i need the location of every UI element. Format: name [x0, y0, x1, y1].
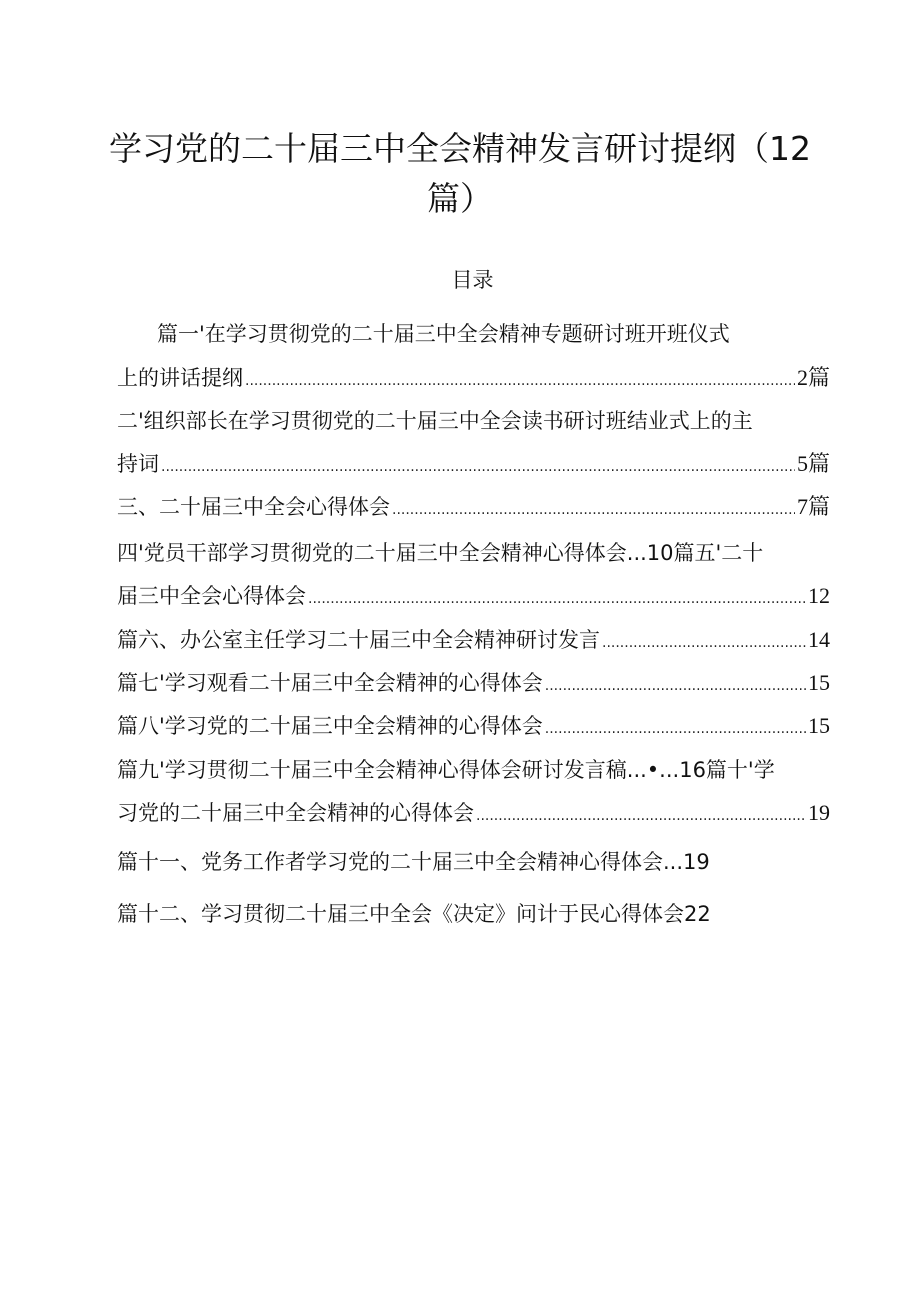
- toc-entry-text: 篇六、办公室主任学习二十届三中全会精神研讨发言: [117, 628, 600, 652]
- toc-line[interactable]: [117, 448, 830, 480]
- toc-line[interactable]: 篇十二、学习贯彻二十届三中全会《决定》问计于民心得体会22: [117, 902, 711, 926]
- toc-leader-dots: [245, 365, 795, 394]
- toc-line[interactable]: [117, 580, 830, 612]
- toc-entry-text: 届三中全会心得体会: [117, 584, 306, 608]
- toc-leader-dots: [476, 800, 806, 829]
- toc-line[interactable]: 篇一'在学习贯彻党的二十届三中全会精神专题研讨班开班仪式: [157, 322, 730, 346]
- toc-line[interactable]: [117, 362, 830, 394]
- document-title: [0, 124, 920, 224]
- toc-line[interactable]: [117, 710, 830, 742]
- title-line-2: 篇）: [427, 179, 493, 218]
- toc-entry-text: 篇七'学习观看二十届三中全会精神的心得体会: [117, 671, 543, 695]
- toc-line[interactable]: [117, 491, 830, 523]
- toc-heading: 目录: [451, 268, 494, 292]
- toc-line[interactable]: [117, 797, 830, 829]
- toc-line[interactable]: 篇九'学习贯彻二十届三中全会精神心得体会研讨发言稿...•...16篇十'学: [117, 758, 775, 782]
- toc-leader-dots: [602, 627, 806, 656]
- toc-page-number: 7篇: [796, 494, 830, 519]
- toc-page-number: 15: [808, 713, 830, 738]
- toc-line[interactable]: 篇十一、党务工作者学习党的二十届三中全会精神心得体会...19: [117, 850, 710, 874]
- toc-leader-dots: [308, 583, 806, 612]
- toc-page-number: 5篇: [796, 451, 830, 476]
- title-line-1: 学习党的二十届三中全会精神发言研讨提纲（12: [109, 129, 811, 168]
- toc-leader-dots: [161, 451, 795, 480]
- toc-line[interactable]: [117, 667, 830, 699]
- toc-leader-dots: [545, 670, 806, 699]
- toc-page-number: 12: [808, 583, 830, 608]
- toc-entry-text: 篇八'学习党的二十届三中全会精神的心得体会: [117, 714, 543, 738]
- toc-leader-dots: [392, 494, 795, 523]
- toc-leader-dots: [545, 713, 806, 742]
- toc-entry-text: 三、二十届三中全会心得体会: [117, 495, 390, 519]
- toc-line[interactable]: 二'组织部长在学习贯彻党的二十届三中全会读书研讨班结业式上的主: [117, 409, 753, 433]
- toc-line[interactable]: [117, 624, 830, 656]
- toc-entry-text: 持词: [117, 452, 159, 476]
- toc-entry-text: 上的讲话提纲: [117, 366, 243, 390]
- toc-entry-text: 习党的二十届三中全会精神的心得体会: [117, 801, 474, 825]
- toc-page-number: 19: [808, 800, 830, 825]
- toc-page-number: 14: [808, 627, 830, 652]
- toc-page-number: 15: [808, 670, 830, 695]
- toc-line[interactable]: 四'党员干部学习贯彻党的二十届三中全会精神心得体会...10篇五'二十: [117, 541, 764, 565]
- toc-page-number: 2篇: [796, 365, 830, 390]
